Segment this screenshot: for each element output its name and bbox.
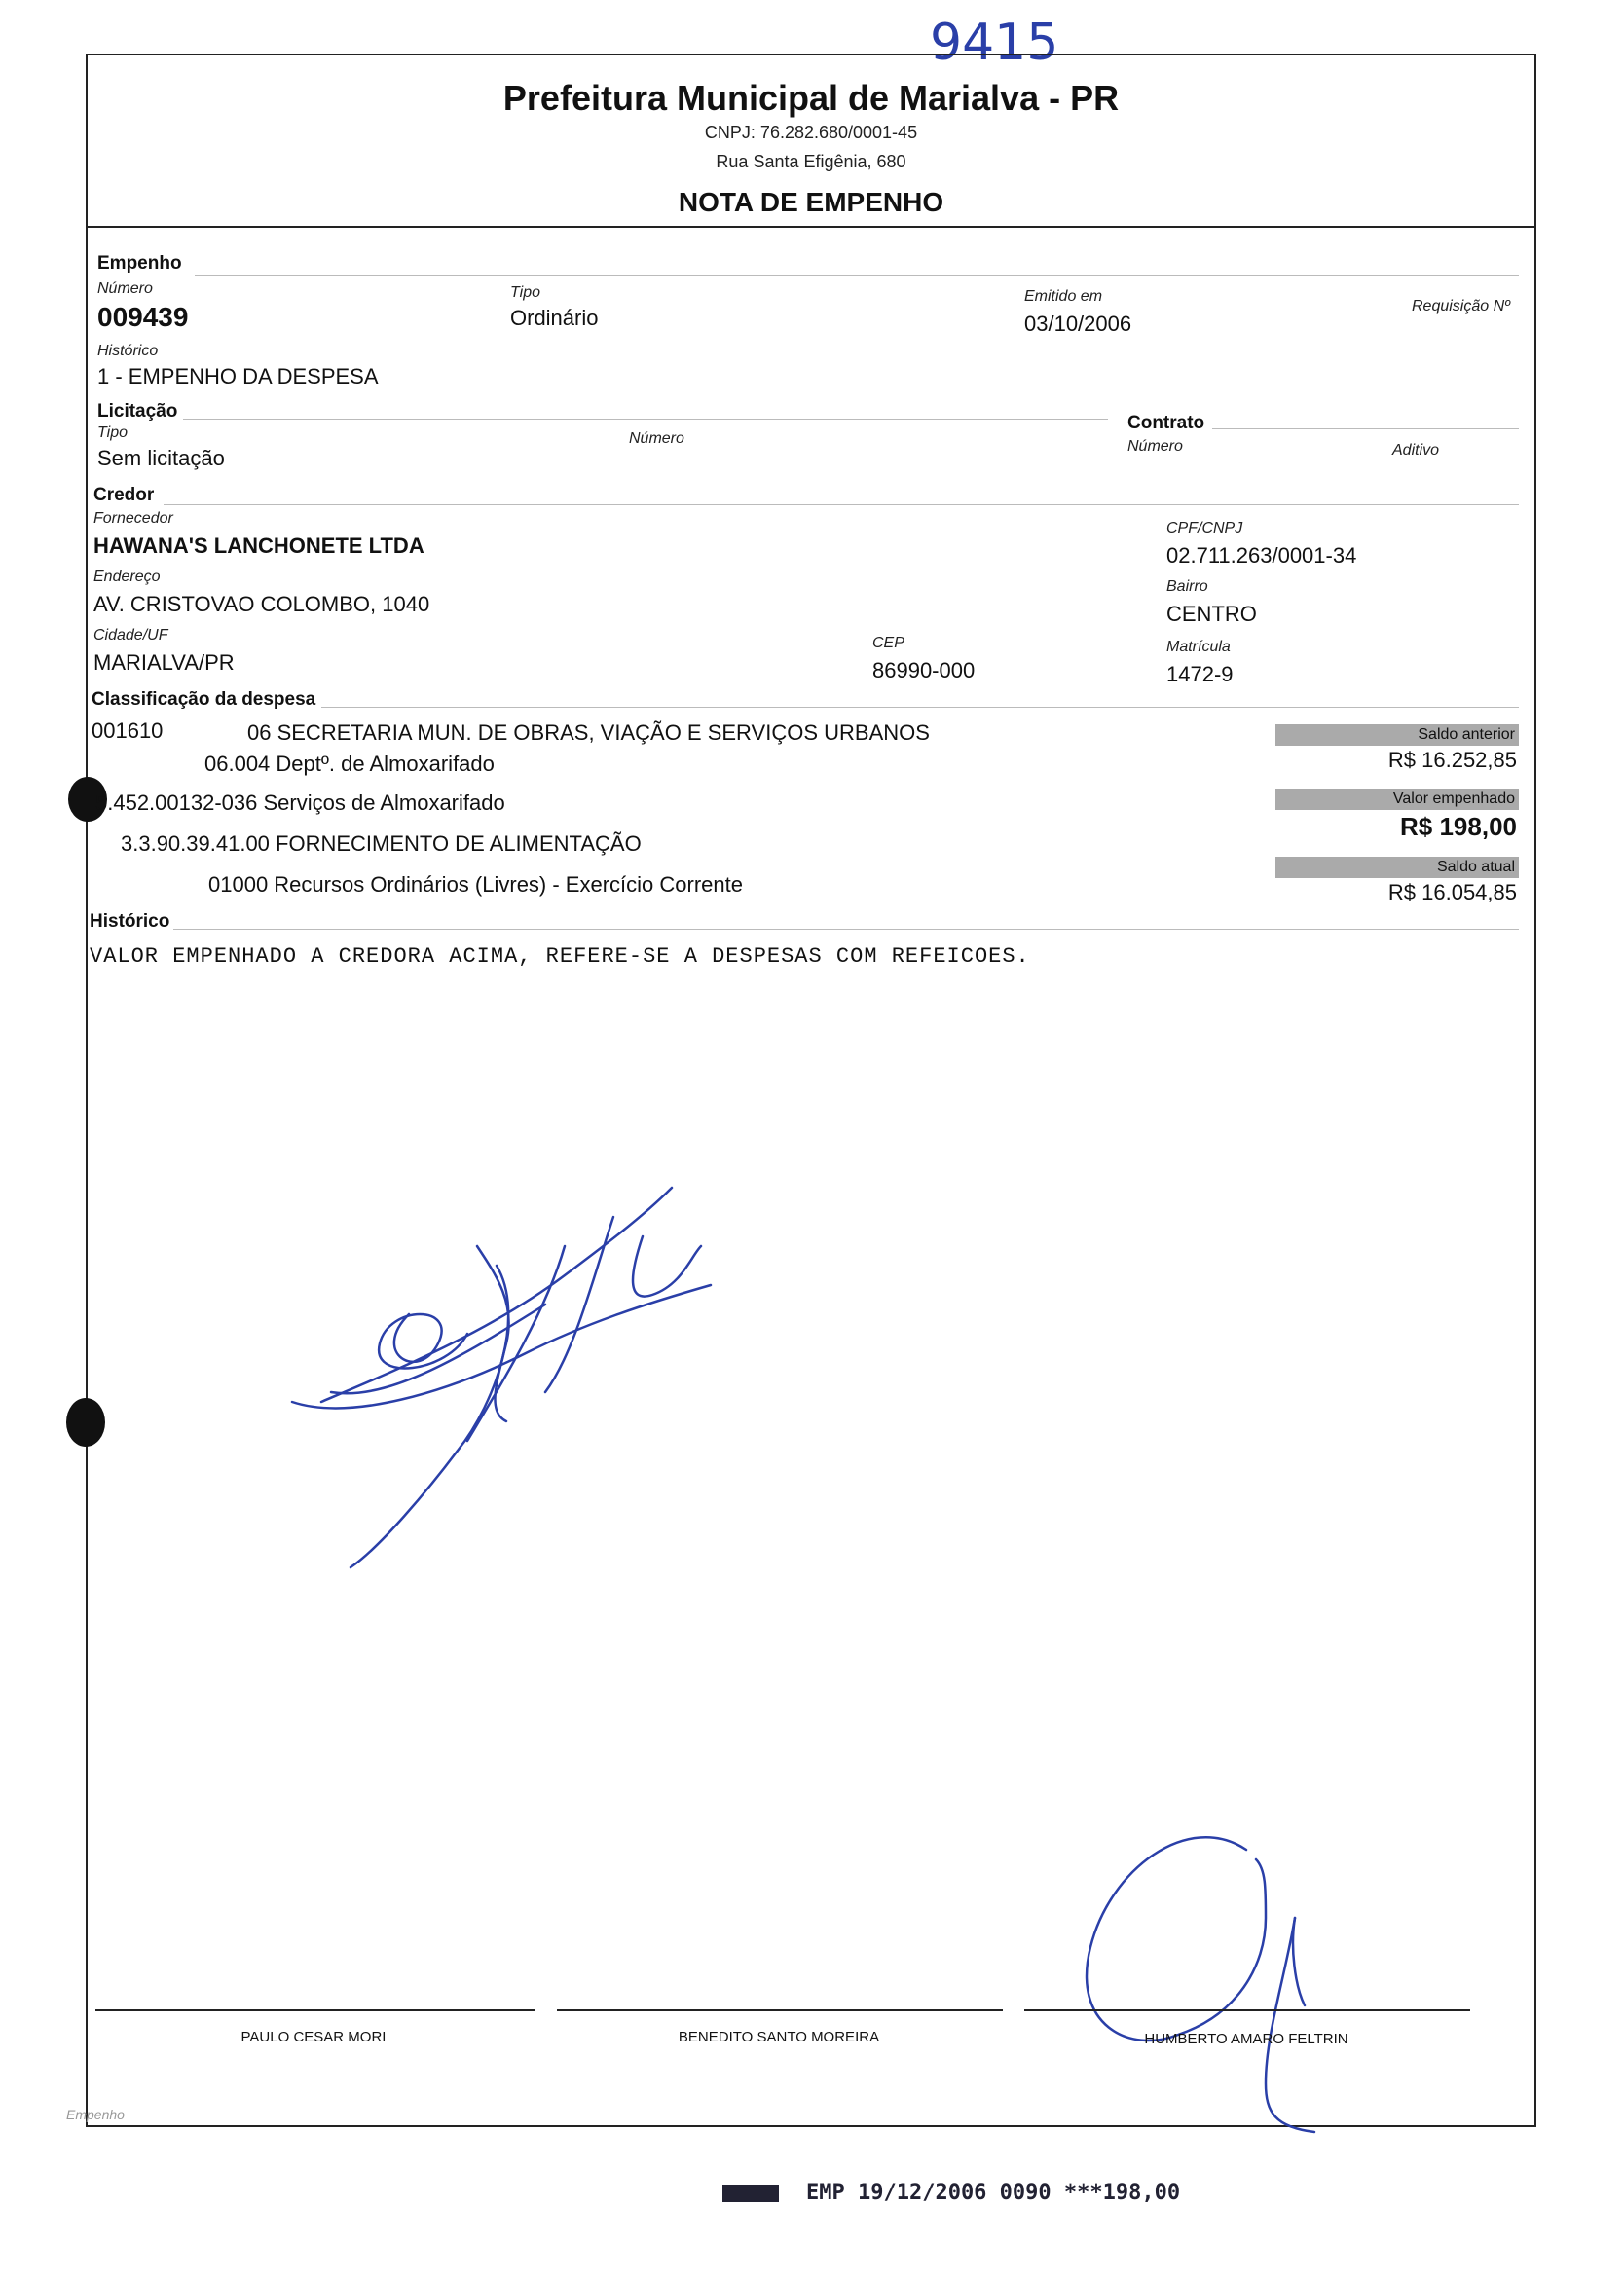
bairro-value: CENTRO: [1166, 602, 1257, 626]
section-licitacao: Licitação: [97, 401, 178, 422]
licitacao-tipo: Sem licitação: [97, 446, 225, 470]
stamp-mark-icon: [722, 2185, 779, 2202]
section-rule: [1212, 428, 1519, 429]
section-contrato: Contrato: [1127, 413, 1205, 433]
header-divider: [86, 226, 1536, 228]
contrato-numero-label: Número: [1127, 438, 1183, 455]
classificacao-recurso: 01000 Recursos Ordinários (Livres) - Exercício Corrente: [208, 872, 743, 897]
section-classificacao: Classificação da despesa: [92, 689, 316, 710]
requisicao-label: Requisição Nº: [1412, 298, 1510, 314]
initial-signature: [1071, 1811, 1324, 2142]
licitacao-tipo-label: Tipo: [97, 424, 128, 441]
empenho-tipo: Ordinário: [510, 306, 599, 330]
handwritten-signature: [273, 1158, 740, 1587]
fornecedor-name: HAWANA'S LANCHONETE LTDA: [93, 533, 424, 558]
classificacao-unidade: 06.004 Deptº. de Almoxarifado: [204, 752, 495, 776]
classificacao-funcional: 5.452.00132-036 Serviços de Almoxarifado: [95, 791, 505, 815]
contrato-aditivo-label: Aditivo: [1392, 442, 1440, 459]
footer-label: Empenho: [66, 2107, 125, 2122]
section-rule: [321, 707, 1519, 708]
section-empenho: Empenho: [97, 253, 182, 274]
licitacao-numero-label: Número: [629, 430, 684, 447]
section-rule: [183, 419, 1108, 420]
signature-line: [557, 2009, 1003, 2011]
signature-name-1: PAULO CESAR MORI: [240, 2029, 387, 2045]
matricula-value: 1472-9: [1166, 662, 1234, 686]
header-cnpj: CNPJ: 76.282.680/0001-45: [704, 123, 918, 142]
classificacao-elemento: 3.3.90.39.41.00 FORNECIMENTO DE ALIMENTAÇÃO: [121, 831, 642, 856]
section-rule: [195, 275, 1519, 276]
punch-hole-mark: [66, 1398, 105, 1447]
classificacao-orgao: 06 SECRETARIA MUN. DE OBRAS, VIAÇÃO E SERVIÇOS URBANOS: [247, 720, 930, 745]
cidade-label: Cidade/UF: [93, 627, 168, 644]
historico-text: VALOR EMPENHADO A CREDORA ACIMA, REFERE-SE A DESPESAS COM REFEICOES.: [90, 944, 1030, 969]
saldo-atual-label: Saldo atual: [1275, 857, 1519, 878]
section-credor: Credor: [93, 485, 155, 505]
signature-name-3: HUMBERTO AMARO FELTRIN: [1144, 2031, 1348, 2047]
cpf-label: CPF/CNPJ: [1166, 520, 1243, 536]
endereco-value: AV. CRISTOVAO COLOMBO, 1040: [93, 592, 430, 616]
classificacao-code: 001610: [92, 718, 164, 743]
page-title: Prefeitura Municipal de Marialva - PR: [502, 78, 1120, 118]
cpf-value: 02.711.263/0001-34: [1166, 543, 1357, 568]
section-rule: [173, 929, 1519, 930]
handwritten-number: 9415: [930, 14, 1059, 72]
section-historico: Histórico: [90, 911, 170, 932]
cep-label: CEP: [872, 635, 904, 651]
empenho-numero-label: Número: [97, 280, 153, 297]
saldo-anterior-value: R$ 16.252,85: [1387, 748, 1517, 772]
saldo-atual-value: R$ 16.054,85: [1387, 880, 1517, 904]
emitido-date: 03/10/2006: [1024, 312, 1132, 336]
signature-line: [95, 2009, 535, 2011]
section-rule: [164, 504, 1519, 505]
signature-name-2: BENEDITO SANTO MOREIRA: [678, 2029, 880, 2045]
header-address: Rua Santa Efigênia, 680: [716, 152, 906, 171]
emitido-label: Emitido em: [1024, 288, 1103, 305]
document-title: NOTA DE EMPENHO: [678, 187, 944, 217]
empenho-historico-label: Histórico: [97, 343, 159, 359]
processing-stamp: EMP 19/12/2006 0090 ***198,00: [806, 2181, 1181, 2205]
matricula-label: Matrícula: [1166, 639, 1231, 655]
cidade-value: MARIALVA/PR: [93, 650, 235, 675]
fornecedor-label: Fornecedor: [93, 510, 173, 527]
bairro-label: Bairro: [1166, 578, 1208, 595]
valor-empenhado-value: R$ 198,00: [1400, 812, 1517, 841]
empenho-tipo-label: Tipo: [510, 284, 540, 301]
signature-line: [1024, 2009, 1470, 2011]
cep-value: 86990-000: [872, 658, 976, 682]
endereco-label: Endereço: [93, 569, 161, 585]
saldo-anterior-label: Saldo anterior: [1275, 724, 1519, 746]
empenho-historico: 1 - EMPENHO DA DESPESA: [97, 364, 379, 388]
valor-empenhado-label: Valor empenhado: [1275, 789, 1519, 810]
empenho-numero: 009439: [97, 302, 189, 332]
